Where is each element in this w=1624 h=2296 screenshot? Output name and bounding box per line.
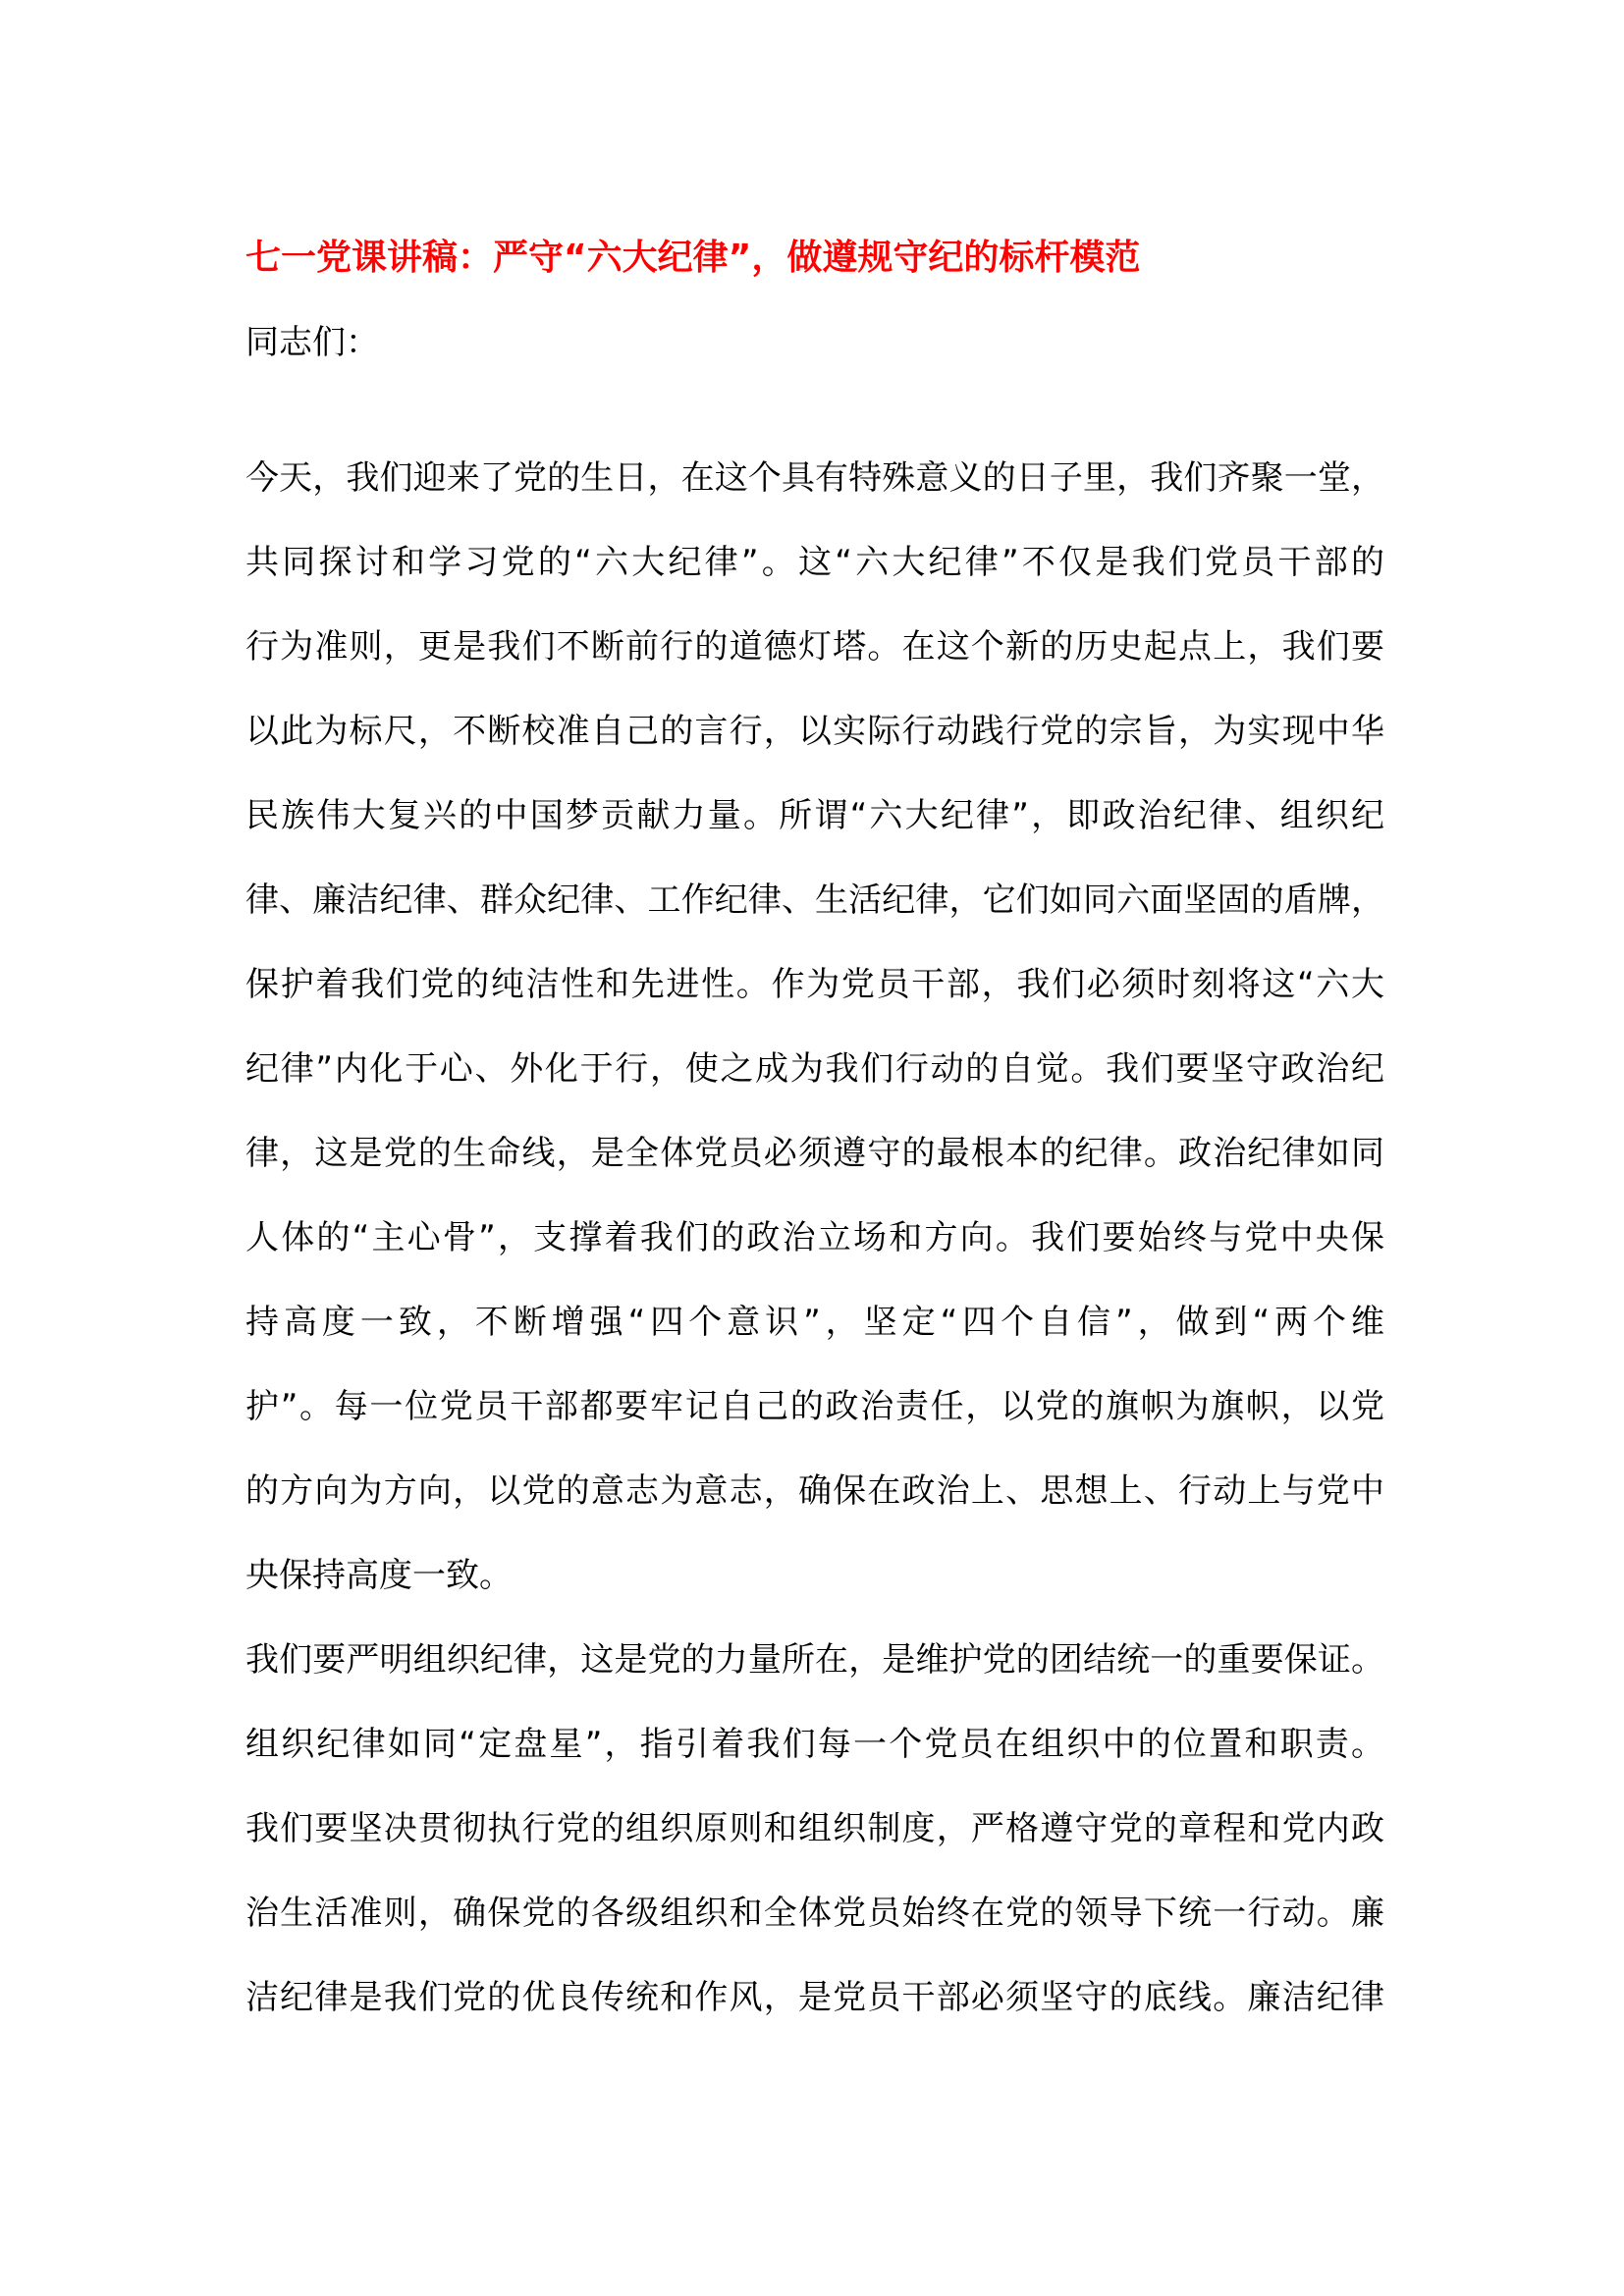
- text-line: 治生活准则，确保党的各级组织和全体党员始终在党的领导下统一行动。廉: [245, 1894, 1384, 1933]
- blank-line-spacer: [245, 385, 1384, 436]
- text-line: 今天，我们迎来了党的生日，在这个具有特殊意义的日子里，我们齐聚一堂，: [245, 458, 1384, 498]
- text-line: 律，这是党的生命线，是全体党员必须遵守的最根本的纪律。政治纪律如同: [245, 1134, 1384, 1173]
- text-line: 央保持高度一致。: [245, 1556, 513, 1595]
- text-line: 共同探讨和学习党的“六大纪律”。这“六大纪律”不仅是我们党员干部的: [245, 543, 1384, 582]
- text-line: 保护着我们党的纯洁性和先进性。作为党员干部，我们必须时刻将这“六大: [245, 965, 1384, 1004]
- text-line: 我们要坚决贯彻执行党的组织原则和组织制度，严格遵守党的章程和党内政: [245, 1809, 1384, 1848]
- text-line: 行为准则，更是我们不断前行的道德灯塔。在这个新的历史起点上，我们要: [245, 627, 1384, 667]
- text-line: 持高度一致，不断增强“四个意识”，坚定“四个自信”，做到“两个维: [245, 1303, 1384, 1342]
- text-line: 洁纪律是我们党的优良传统和作风，是党员干部必须坚守的底线。廉洁纪律: [245, 1978, 1384, 2017]
- salutation: 同志们：: [245, 323, 379, 362]
- text-line: 的方向为方向，以党的意志为意志，确保在政治上、思想上、行动上与党中: [245, 1471, 1384, 1511]
- text-line: 护”。每一位党员干部都要牢记自己的政治责任，以党的旗帜为旗帜，以党: [245, 1387, 1384, 1426]
- text-line: 我们要严明组织纪律，这是党的力量所在，是维护党的团结统一的重要保证。: [245, 1640, 1384, 1680]
- paragraph-2: [245, 1618, 1384, 2040]
- text-line: 人体的“主心骨”，支撑着我们的政治立场和方向。我们要始终与党中央保: [245, 1218, 1384, 1257]
- text-line: 以此为标尺，不断校准自己的言行，以实际行动践行党的宗旨，为实现中华: [245, 712, 1384, 751]
- document-title: 七一党课讲稿：严守“六大纪律”，做遵规守纪的标杆模范: [245, 238, 1141, 278]
- text-line: 组织纪律如同“定盘星”，指引着我们每一个党员在组织中的位置和职责。: [245, 1725, 1384, 1764]
- text-line: 纪律”内化于心、外化于行，使之成为我们行动的自觉。我们要坚守政治纪: [245, 1049, 1384, 1089]
- text-line: 民族伟大复兴的中国梦贡献力量。所谓“六大纪律”，即政治纪律、组织纪: [245, 796, 1384, 835]
- text-line: 律、廉洁纪律、群众纪律、工作纪律、生活纪律，它们如同六面坚固的盾牌，: [245, 881, 1384, 920]
- paragraph-1: [245, 436, 1384, 1618]
